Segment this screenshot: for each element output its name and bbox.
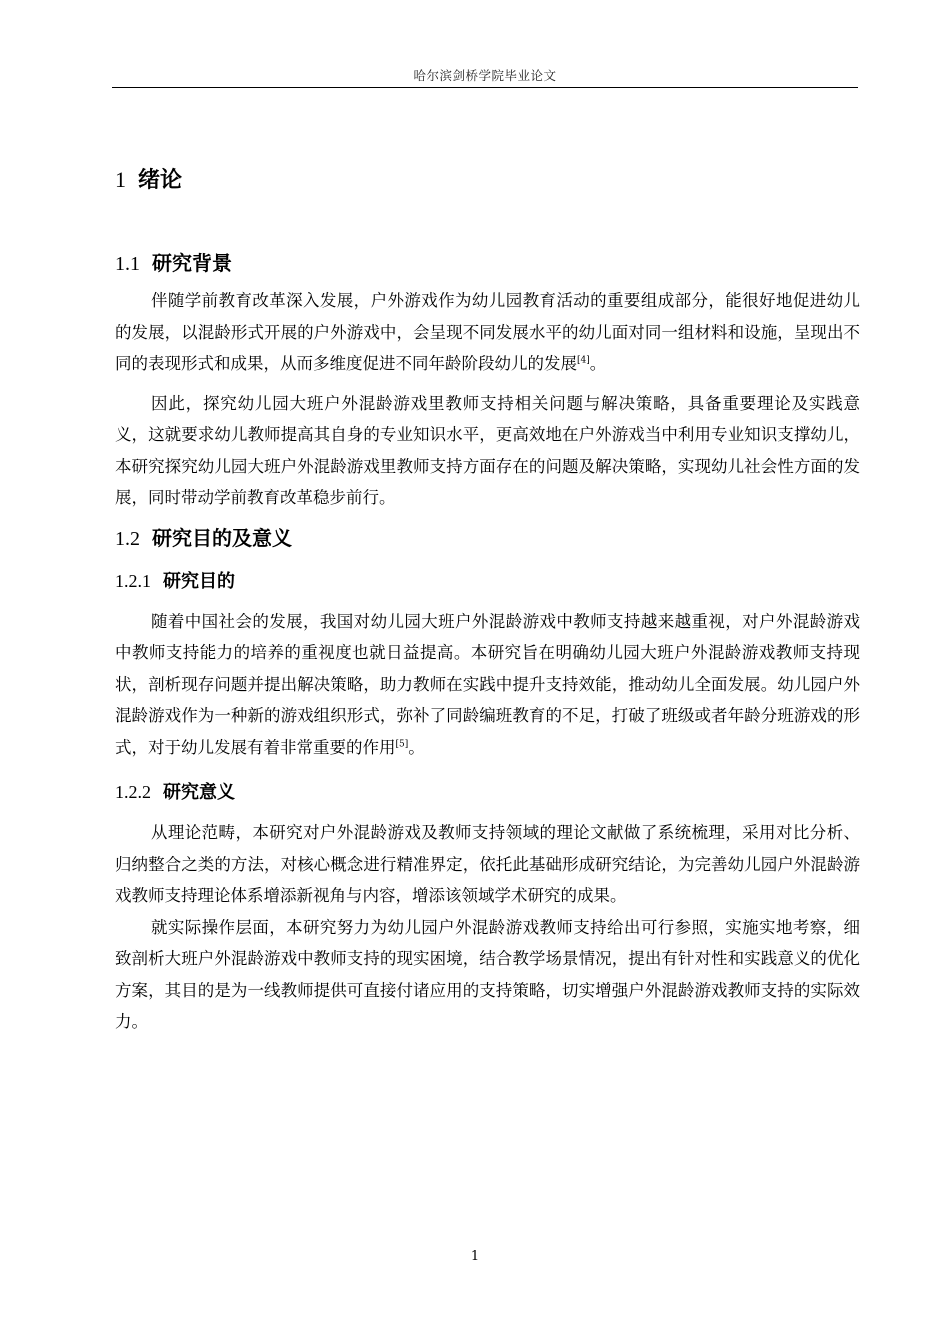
- citation: [5]: [395, 739, 409, 749]
- section-heading-1-1: [115, 243, 860, 283]
- chapter-number: 1: [115, 167, 126, 192]
- chapter-title: 绪论: [138, 168, 183, 193]
- paragraph-significance-2: 就实际操作层面，本研究努力为幼儿园户外混龄游戏教师支持给出可行参照，实施实地考察，细致剖析大班户外混龄游戏中教师支持的现实困境，结合教学场景情况，提出有针对性和实践意义的优化方案，其目的是为一线教师提供可直接付诸应用的支持策略，切实增强户外混龄游戏教师支持的实际效力。: [115, 917, 860, 1031]
- subsection-number: 1.2.2: [115, 782, 151, 802]
- section-title: 研究目的及意义: [152, 525, 292, 550]
- subsection-heading-1-2-1: [115, 562, 860, 600]
- citation: [4]: [577, 355, 590, 366]
- subsection-title: 研究目的: [163, 570, 235, 592]
- page-header: 哈尔滨剑桥学院毕业论文: [413, 68, 557, 83]
- header-rule: [112, 87, 858, 88]
- page-body: [115, 160, 860, 1038]
- paragraph-background-1: [115, 285, 860, 380]
- paragraph-background-2: 因此，探究幼儿园大班户外混龄游戏里教师支持相关问题与解决策略，具备重要理论及实践意义，这就要求幼儿教师提高其自身的专业知识水平，更高效地在户外游戏当中利用专业知识支撑幼儿，本研究探究幼儿园大班户外混龄游戏里教师支持方面存在的问题及解决策略，实现幼儿社会性方面的发展，同时带动学前教育改革稳步前行。: [115, 393, 860, 507]
- paragraph-end: 。: [589, 354, 607, 373]
- chapter-heading: [115, 160, 860, 200]
- page-number: 1: [470, 1249, 480, 1264]
- section-number: 1.2: [115, 527, 140, 550]
- paragraph-text: 伴随学前教育改革深入发展，户外游戏作为幼儿园教育活动的重要组成部分，能很好地促进幼儿的发展，以混龄形式开展的户外游戏中，会呈现不同发展水平的幼儿面对同一组材料和设施，呈现出不同的表现形式和成果，从而多维度促进不同年龄阶段幼儿的发展: [115, 291, 860, 373]
- section-heading-1-2: [115, 518, 860, 558]
- section-title: 研究背景: [152, 251, 232, 275]
- subsection-title: 研究意义: [163, 782, 235, 803]
- subsection-heading-1-2-2: [115, 773, 860, 811]
- paragraph-text: 随着中国社会的发展，我国对幼儿园大班户外混龄游戏中教师支持越来越重视，对户外混龄游戏中教师支持能力的培养的重视度也就日益提高。本研究旨在明确幼儿园大班户外混龄游戏教师支持现状，剖析现存问题并提出解决策略，助力教师在实践中提升支持效能，推动幼儿全面发展。幼儿园户外混龄游戏作为一种新的游戏组织形式，弥补了同龄编班教育的不足，打破了班级或者年龄分班游戏的形式，对于幼儿发展有着非常重要的作用: [115, 611, 860, 757]
- subsection-number: 1.2.1: [115, 570, 151, 591]
- paragraph-purpose: [115, 606, 860, 764]
- paragraph-end: 。: [408, 737, 425, 757]
- paragraph-significance-1: 从理论范畴，本研究对户外混龄游戏及教师支持领域的理论文献做了系统梳理，采用对比分析、归纳整合之类的方法，对核心概念进行精准界定，依托此基础形成研究结论，为完善幼儿园户外混龄游戏教师支持理论体系增添新视角与内容，增添该领域学术研究的成果。: [115, 823, 860, 905]
- section-number: 1.1: [115, 253, 140, 275]
- spacer: [115, 200, 860, 243]
